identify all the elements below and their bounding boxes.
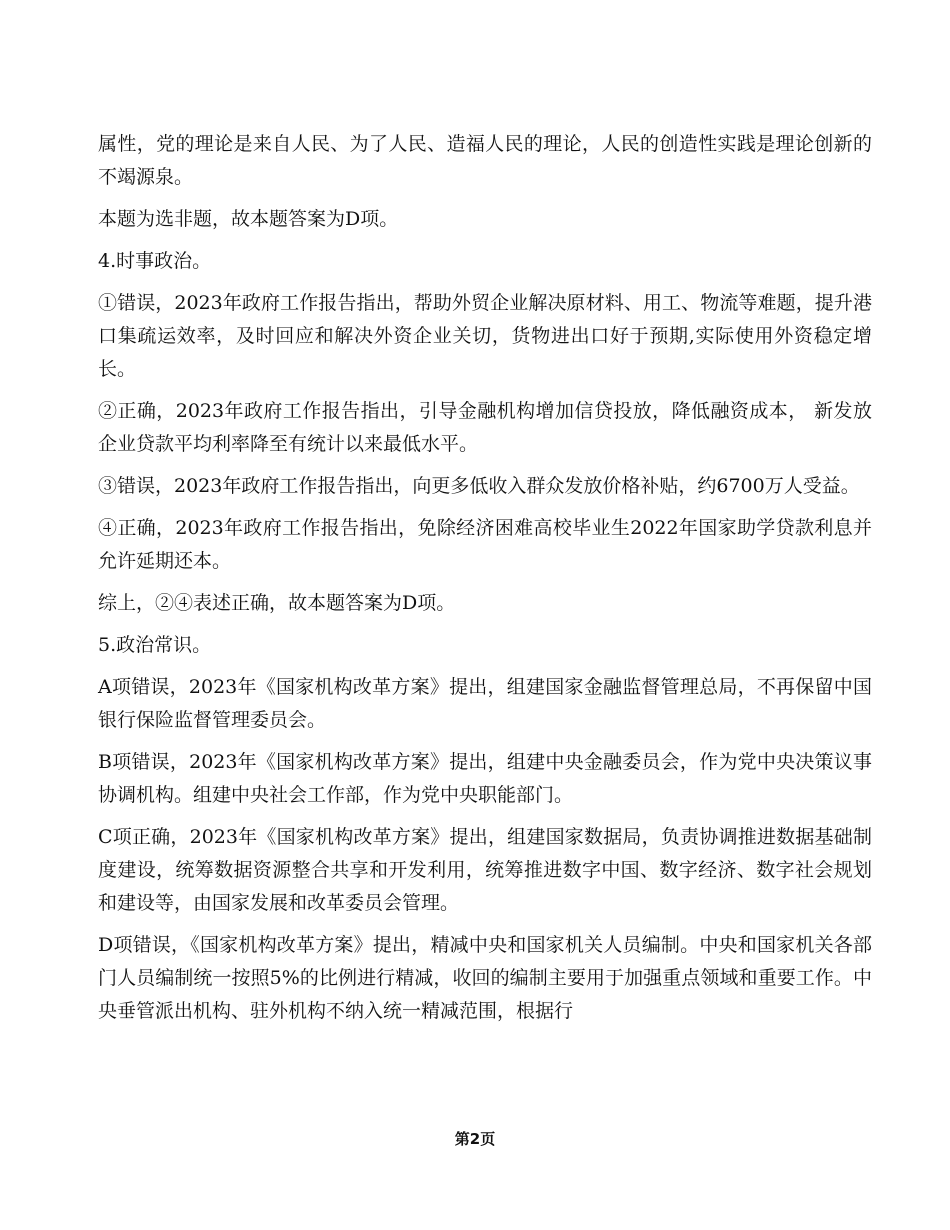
heading-political-knowledge: 5.政治常识。 [98, 634, 212, 656]
heading-current-affairs: 4.时事政治。 [98, 250, 212, 272]
paragraph-q3-answer: 本题为选非题，故本题答案为D项。 [98, 208, 399, 230]
paragraph-item-1: ①错误，2023年政府工作报告指出，帮助外贸企业解决原材料、用工、物流等难题，提升港口集疏运效率，及时回应和解决外资企业关切，货物进出口好于预期,实际使用外资稳定增长。 [98, 292, 872, 380]
paragraph-option-c: C项正确，2023年《国家机构改革方案》提出，组建国家数据局，负责协调推进数据基础制度建设，统筹数据资源整合共享和开发利用，统筹推进数字中国、数字经济、数字社会规划和建设等，由国家发展和改革委员会管理。 [98, 826, 872, 914]
paragraph-option-d: D项错误，《国家机构改革方案》提出，精减中央和国家机关人员编制。中央和国家机关各部门人员编制统一按照5%的比例进行精减，收回的编制主要用于加强重点领域和重要工作。中央垂管派出机构、驻外机构不纳入统一精减范围，根据行 [98, 934, 872, 1022]
paragraph-theory-source: 属性，党的理论是来自人民、为了人民、造福人民的理论，人民的创造性实践是理论创新的不竭源泉。 [98, 133, 872, 188]
paragraph-item-3: ③错误，2023年政府工作报告指出，向更多低收入群众发放价格补贴，约6700万人受益。 [98, 475, 860, 497]
document-body [98, 128, 872, 1037]
paragraph-option-a: A项错误，2023年《国家机构改革方案》提出，组建国家金融监督管理总局，不再保留中国银行保险监督管理委员会。 [98, 676, 872, 731]
page-number: 第2页 [454, 1130, 496, 1148]
paragraph-item-2: ②正确，2023年政府工作报告指出，引导金融机构增加信贷投放，降低融资成本， 新发放企业贷款平均利率降至有统计以来最低水平。 [98, 400, 872, 455]
paragraph-item-4: ④正确，2023年政府工作报告指出，免除经济困难高校毕业生2022年国家助学贷款利息并允许延期还本。 [98, 517, 872, 572]
paragraph-q4-answer: 综上，②④表述正确，故本题答案为D项。 [98, 592, 456, 614]
paragraph-option-b: B项错误，2023年《国家机构改革方案》提出，组建中央金融委员会，作为党中央决策议事协调机构。组建中央社会工作部，作为党中央职能部门。 [98, 751, 872, 806]
